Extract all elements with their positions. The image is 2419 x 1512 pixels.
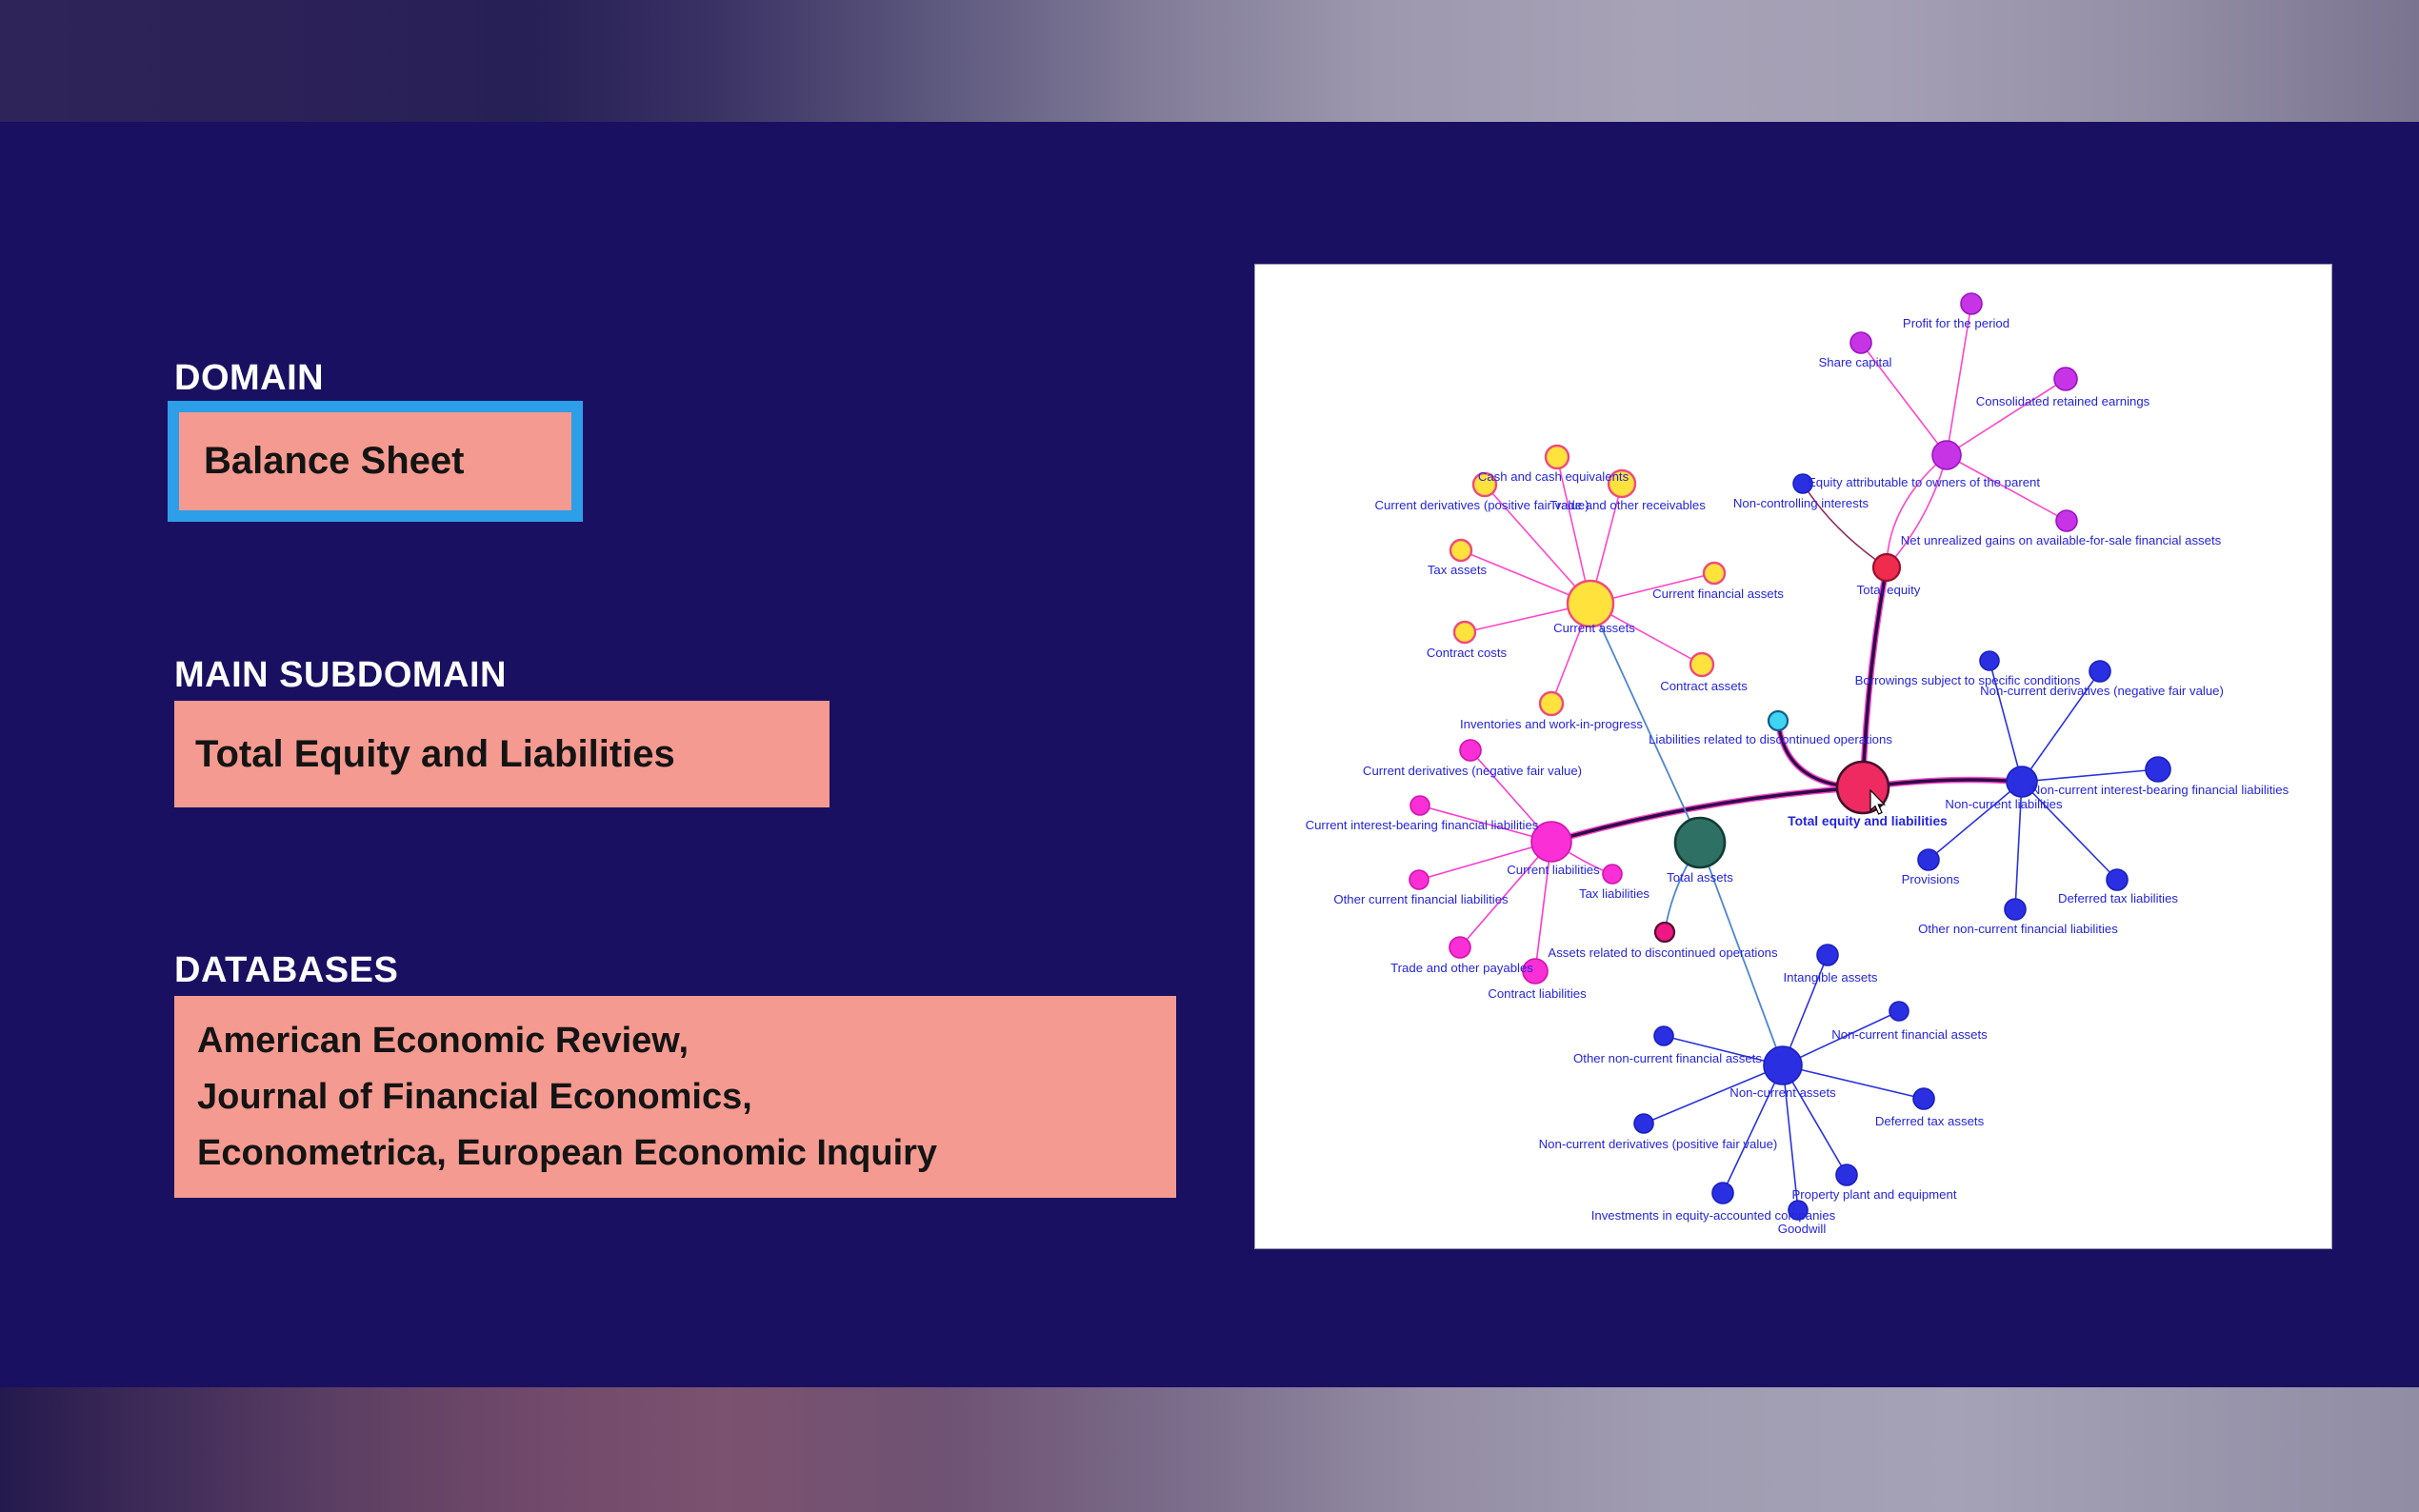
node-label-inventories: Inventories and work-in-progress [1459,717,1644,731]
node-label-borrowings: Borrowings subject to specific conditions [1854,673,2081,687]
node-label-contract-assets: Contract assets [1660,679,1748,693]
node-deferred-tax-liabilities[interactable] [2107,869,2128,890]
node-cdneg[interactable] [1460,740,1481,761]
databases-line-2: Journal of Financial Economics, [197,1076,752,1117]
node-label-liabilities-discontinued: Liabilities related to discontinued operations [1649,732,1892,746]
node-net-unrealized[interactable] [2056,510,2077,531]
node-provisions[interactable] [1918,849,1939,870]
databases-line-1: American Economic Review, [197,1020,690,1061]
node-payables[interactable] [1449,937,1470,958]
node-label-oncfl: Other non-current financial liabilities [1918,922,2118,936]
node-label-investments-equity: Investments in equity-accounted companies [1590,1208,1836,1223]
bottom-gradient-band [0,1387,2419,1512]
node-label-profit: Profit for the period [1902,316,2010,330]
node-label-total-equity: Total equity [1856,583,1921,597]
node-label-contract-costs: Contract costs [1426,646,1508,660]
node-label-intangible: Intangible assets [1783,970,1878,985]
main-subdomain-value-box [174,701,830,807]
node-label-cash: Cash and cash equivalents [1477,469,1629,484]
main-subdomain-section-title: MAIN SUBDOMAIN [174,655,507,695]
node-label-trade-receivables: Trade and other receivables [1549,498,1706,512]
node-total-equity-liabilities[interactable] [1837,762,1889,813]
edge-equity-hub-consolidated [1947,379,2066,455]
node-assets-discontinued[interactable] [1655,923,1674,942]
node-profit[interactable] [1961,293,1982,314]
edge-equity-hub-total-equity [1887,455,1947,567]
node-label-tax-assets: Tax assets [1427,563,1488,577]
node-tax-assets[interactable] [1450,540,1471,561]
node-label-cdneg: Current derivatives (negative fair value) [1362,764,1583,778]
node-borrowings[interactable] [1980,651,1999,670]
node-label-non-controlling: Non-controlling interests [1732,496,1869,510]
node-label-net-unrealized: Net unrealized gains on available-for-sale financial assets [1900,533,2222,547]
main-subdomain-value: Total Equity and Liabilities [195,732,675,775]
node-label-ppe: Property plant and equipment [1791,1187,1957,1202]
node-label-deferred-tax-liabilities: Deferred tax liabilities [2057,891,2179,905]
node-label-share-capital: Share capital [1818,355,1892,369]
node-total-assets[interactable] [1675,818,1725,867]
node-cash[interactable] [1546,446,1569,468]
edge-equity-hub-total-equity [1887,455,1947,567]
databases-line-3: Econometrica, European Economic Inquiry [197,1132,938,1173]
node-ocfl[interactable] [1409,870,1429,889]
node-label-cib: Current interest-bearing financial liabilities [1305,818,1539,832]
node-label-ncfa: Non-current financial assets [1831,1027,1988,1042]
domain-value: Balance Sheet [204,440,465,482]
node-label-contract-liab: Contract liabilities [1488,986,1587,1001]
node-cib[interactable] [1410,796,1429,815]
node-label-provisions: Provisions [1901,872,1960,886]
node-consolidated[interactable] [2054,368,2077,390]
node-equity-hub[interactable] [1932,441,1961,469]
node-current-assets[interactable] [1568,581,1613,627]
node-intangible[interactable] [1817,945,1838,965]
node-label-non-current-assets: Non-current assets [1729,1085,1836,1100]
node-inventories[interactable] [1540,692,1563,715]
network-graph-panel [1254,264,2332,1249]
node-label-consolidated: Consolidated retained earnings [1975,394,2150,408]
node-label-current-liabilities: Current liabilities [1507,863,1600,877]
node-liabilities-discontinued[interactable] [1769,711,1788,730]
node-label-ncdpos: Non-current derivatives (positive fair value) [1538,1137,1778,1151]
balance-sheet-network-graph [1255,265,2331,1248]
node-label-tax-liab: Tax liabilities [1578,886,1650,901]
node-label-total-equity-liabilities: Total equity and liabilities [1788,814,1948,828]
node-label-ncdneg: Non-current derivatives (negative fair value) [1980,684,2224,698]
node-label-ocfl: Other current financial liabilities [1333,892,1509,906]
node-oncfa[interactable] [1654,1026,1673,1045]
databases-value-box [174,996,1176,1198]
node-cfa[interactable] [1704,563,1725,584]
domain-value-box[interactable] [168,401,583,522]
edge-non-current-liabilities-ncib [2022,769,2158,782]
node-share-capital[interactable] [1850,332,1871,353]
domain-section-title: DOMAIN [174,358,325,398]
node-contract-costs[interactable] [1454,622,1475,643]
node-label-cdpos: Current derivatives (positive fair value) [1374,498,1589,512]
node-contract-assets[interactable] [1690,653,1713,676]
node-label-goodwill: Goodwill [1777,1222,1827,1236]
node-ncdneg[interactable] [2089,661,2110,682]
node-label-equity-hub: Equity attributable to owners of the parent [1807,475,2041,489]
node-deferred-tax-assets[interactable] [1913,1088,1934,1109]
node-investments-equity[interactable] [1712,1183,1733,1204]
node-label-payables: Trade and other payables [1390,961,1533,975]
databases-section-title: DATABASES [174,950,399,990]
node-label-ncib: Non-current interest-bearing financial liabilities [2030,783,2289,797]
node-ncdpos[interactable] [1634,1114,1653,1133]
node-tax-liab[interactable] [1603,865,1622,884]
node-label-assets-discontinued: Assets related to discontinued operations [1548,945,1778,960]
top-gradient-band [0,0,2419,122]
node-ncib[interactable] [2146,757,2170,782]
node-ppe[interactable] [1836,1164,1857,1185]
node-non-current-assets[interactable] [1764,1046,1802,1084]
node-ncfa[interactable] [1889,1002,1909,1021]
node-label-current-assets: Current assets [1553,621,1635,635]
node-total-equity[interactable] [1873,554,1900,581]
node-label-deferred-tax-assets: Deferred tax assets [1874,1114,1985,1128]
node-label-oncfa: Other non-current financial assets [1573,1051,1762,1065]
node-oncfl[interactable] [2005,899,2026,920]
node-label-non-current-liabilities: Non-current liabilities [1945,797,2063,811]
node-label-cfa: Current financial assets [1652,587,1784,601]
node-label-total-assets: Total assets [1667,870,1733,885]
